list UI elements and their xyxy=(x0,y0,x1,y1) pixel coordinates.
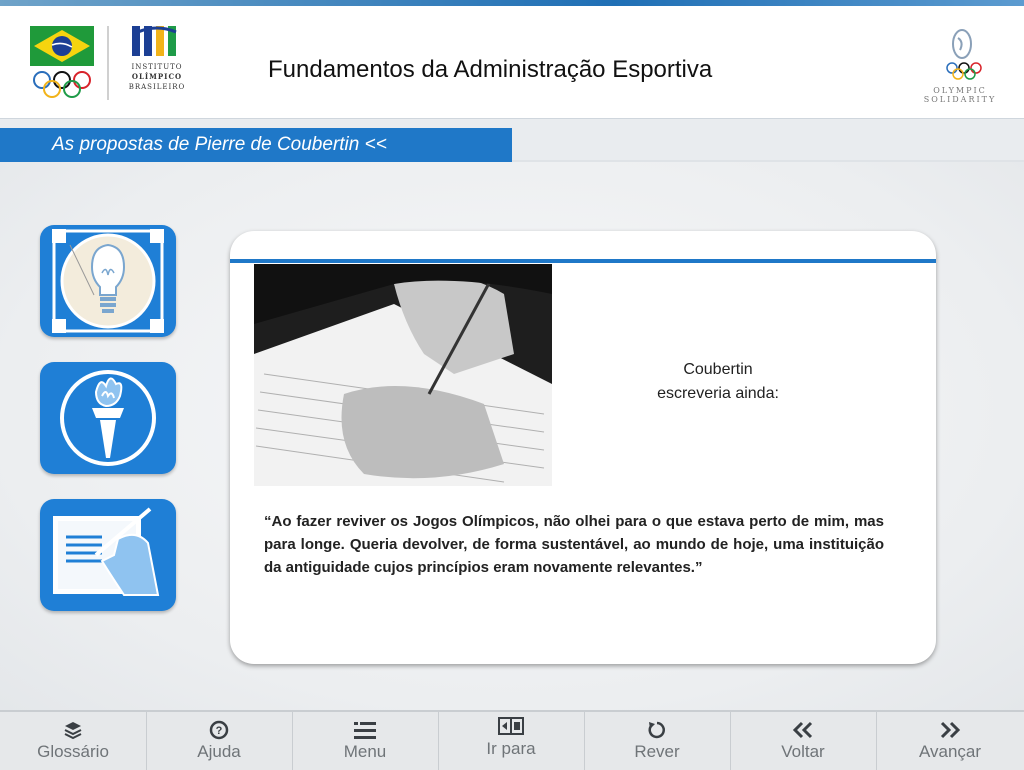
svg-text:?: ? xyxy=(215,725,223,737)
layers-icon xyxy=(63,720,83,740)
glossary-button[interactable] xyxy=(0,712,147,770)
aside-text xyxy=(618,358,818,406)
replay-label: Rever xyxy=(634,742,680,761)
menu-button[interactable] xyxy=(292,712,439,770)
iob-line2: OLÍMPICO xyxy=(131,72,183,81)
sidebar-item-torch[interactable] xyxy=(40,362,176,474)
goto-button[interactable] xyxy=(438,712,585,770)
subtitle-underline xyxy=(512,160,1024,162)
forward-icon xyxy=(939,720,961,740)
help-button[interactable] xyxy=(146,712,293,770)
section-subtitle: As propostas de Pierre de Coubertin << xyxy=(52,134,387,155)
back-label: Voltar xyxy=(781,742,825,761)
forward-label: Avançar xyxy=(918,742,982,761)
help-label: Ajuda xyxy=(197,742,241,761)
sidebar-item-lightbulb[interactable] xyxy=(40,225,176,337)
glossary-label: Glossário xyxy=(37,742,109,761)
iob-logo xyxy=(124,26,190,106)
content-card xyxy=(230,231,936,664)
forward-button[interactable] xyxy=(876,712,1024,770)
iob-line1: INSTITUTO xyxy=(131,63,183,71)
help-icon xyxy=(209,720,229,740)
os-line2: SOLIDARITY xyxy=(923,95,997,104)
aside-line2: escreveria ainda: xyxy=(657,385,779,402)
writing-hand-photo xyxy=(254,264,552,486)
replay-button[interactable] xyxy=(584,712,731,770)
menu-label: Menu xyxy=(343,742,387,761)
back-button[interactable] xyxy=(730,712,877,770)
replay-icon xyxy=(647,720,667,740)
iob-line3: BRASILEIRO xyxy=(128,83,186,91)
card-accent-line xyxy=(230,259,936,263)
back-icon xyxy=(792,720,814,740)
menu-icon xyxy=(354,720,376,740)
section-subtitle-bar xyxy=(0,128,512,162)
goto-icon xyxy=(498,717,524,735)
header xyxy=(0,6,1024,119)
olympic-solidarity-logo xyxy=(920,28,1000,108)
torch-icon xyxy=(92,378,124,458)
coubertin-quote: “Ao fazer reviver os Jogos Olímpicos, não olhei para o que estava perto de mim, mas para longe. Queria devolver, de forma sustentável, ao mundo de hoje, uma instituição da antiguidade cujos princípios eram novamente relevantes.” xyxy=(264,513,884,576)
brazil-olympic-logo xyxy=(30,26,94,102)
goto-label: Ir para xyxy=(486,739,536,758)
sidebar-item-writing[interactable] xyxy=(40,499,176,611)
footer-nav xyxy=(0,710,1024,770)
aside-line1: Coubertin xyxy=(683,361,753,378)
os-line1: OLYMPIC xyxy=(933,86,987,95)
logo-divider xyxy=(107,26,109,100)
page-title: Fundamentos da Administração Esportiva xyxy=(268,56,713,83)
